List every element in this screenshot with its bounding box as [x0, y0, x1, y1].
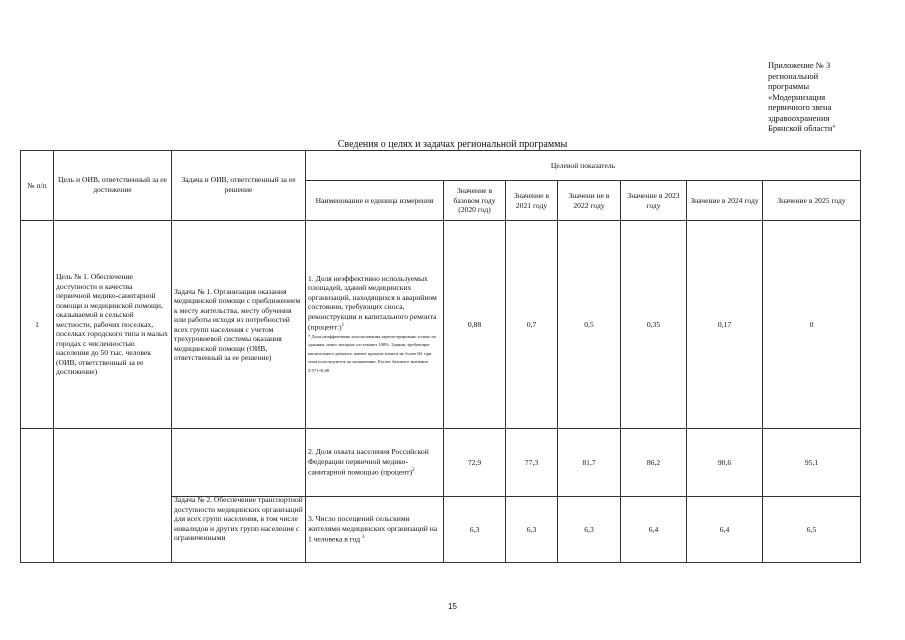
- value-cell: 6,3: [558, 497, 621, 563]
- value-cell: 0,7: [506, 221, 558, 429]
- col-2023-header: Значение в 2023 году: [621, 181, 687, 221]
- footnote-mark: 2: [412, 468, 415, 474]
- footnote-mark: 1: [341, 323, 345, 329]
- col-base-header: Значение в базовом году (2020 год): [444, 181, 506, 221]
- indicator-note: * Доля неэффективно использования зарегистрировано только по зданиям, износ которых составляет 100%. Здания, требующие капитального ремонта, имеют процент износа не более 60, при этом используются по назначению. Расчет базового значения 5/571=0,88: [308, 333, 437, 373]
- indicator-cell: [306, 221, 444, 429]
- value-cell: 0,17: [687, 221, 763, 429]
- value-cell: 0,88: [444, 221, 506, 429]
- task-cell: Задача № 1. Организация оказания медицинской помощи с приближением к месту жительства, месту обучения или работы исходя из потребностей всех групп населения с учетом трехуровневой системы оказания медицинской помощи (ОИВ, ответственный за ее решение): [172, 221, 306, 429]
- goal-cell: Цель № 1. Обеспечение доступности и качества первичной медико-санитарной помощи и медицинской помощи, оказываемой в сельской местности, рабочих поселках, поселках городского типа и малых городах с численностью населения до 50 тыс. человек (ОИВ, ответственный за ее достижение): [54, 221, 172, 429]
- col-2025-header: Значение в 2025 году: [763, 181, 861, 221]
- value-cell: 81,7: [558, 429, 621, 497]
- value-cell: 6,4: [621, 497, 687, 563]
- col-2024-header: Значение в 2024 году: [687, 181, 763, 221]
- page-title: Сведения о целях и задачах региональной программы: [337, 139, 568, 150]
- page-number: 15: [448, 602, 457, 611]
- value-cell: 95,1: [763, 429, 861, 497]
- row-number: [21, 429, 54, 563]
- row-number: 1: [21, 221, 54, 429]
- value-cell: 6,4: [687, 497, 763, 563]
- col-task-header: Задача и ОИВ, ответственный за ее решение: [172, 151, 306, 221]
- footnote-mark: 3: [361, 535, 365, 541]
- goals-table: [20, 150, 861, 563]
- indicator-name: 1. Доля неэффективно используемых площадей, зданий медицинских организаций, находящихся в аварийном состоянии, требующих сноса, реконструкции и капитального ремонта (процент:): [308, 273, 437, 333]
- value-cell: 6,3: [506, 497, 558, 563]
- col-2021-header: Значение в 2021 году: [506, 181, 558, 221]
- value-cell: 0,5: [558, 221, 621, 429]
- task-cell: [172, 497, 306, 563]
- col-goal-header: Цель и ОИВ, ответственный за ее достижение: [54, 151, 172, 221]
- table-row: [21, 429, 861, 497]
- goal-cell: [54, 429, 172, 563]
- indicator-cell: [306, 497, 444, 563]
- task-text: Задача № 2. Обеспечение транспортной доступности медицинских организаций для всех групп населения, в том числе инвалидов и других групп населения с ограниченными: [174, 495, 303, 542]
- indicator-cell: [306, 429, 444, 497]
- col-num-header: № п/п: [21, 151, 54, 221]
- table-row: [21, 221, 861, 429]
- value-cell: 6,5: [763, 497, 861, 563]
- value-cell: 6,3: [444, 497, 506, 563]
- appendix-note: Приложение № 3 региональной программы «Модернизация первичного звена здравоохранения Брянской области": [768, 60, 836, 133]
- col-2022-header: Значени не в 2022 году: [558, 181, 621, 221]
- indicator-name: 3. Число посещений сельскими жителями медицинских организаций на 1 человека в год: [308, 514, 438, 545]
- value-cell: 72,9: [444, 429, 506, 497]
- indicator-name: 2. Доля охвата населения Российской Федерации первичной медико-санитарной помощью (процент): [308, 447, 429, 478]
- task-cell: [172, 429, 306, 497]
- target-indicator-header: Целевой показатель: [306, 151, 861, 181]
- value-cell: 90,6: [687, 429, 763, 497]
- value-cell: 77,3: [506, 429, 558, 497]
- value-cell: 0: [763, 221, 861, 429]
- value-cell: 86,2: [621, 429, 687, 497]
- value-cell: 0,35: [621, 221, 687, 429]
- col-name-header: Наименование и единица измерения: [306, 181, 444, 221]
